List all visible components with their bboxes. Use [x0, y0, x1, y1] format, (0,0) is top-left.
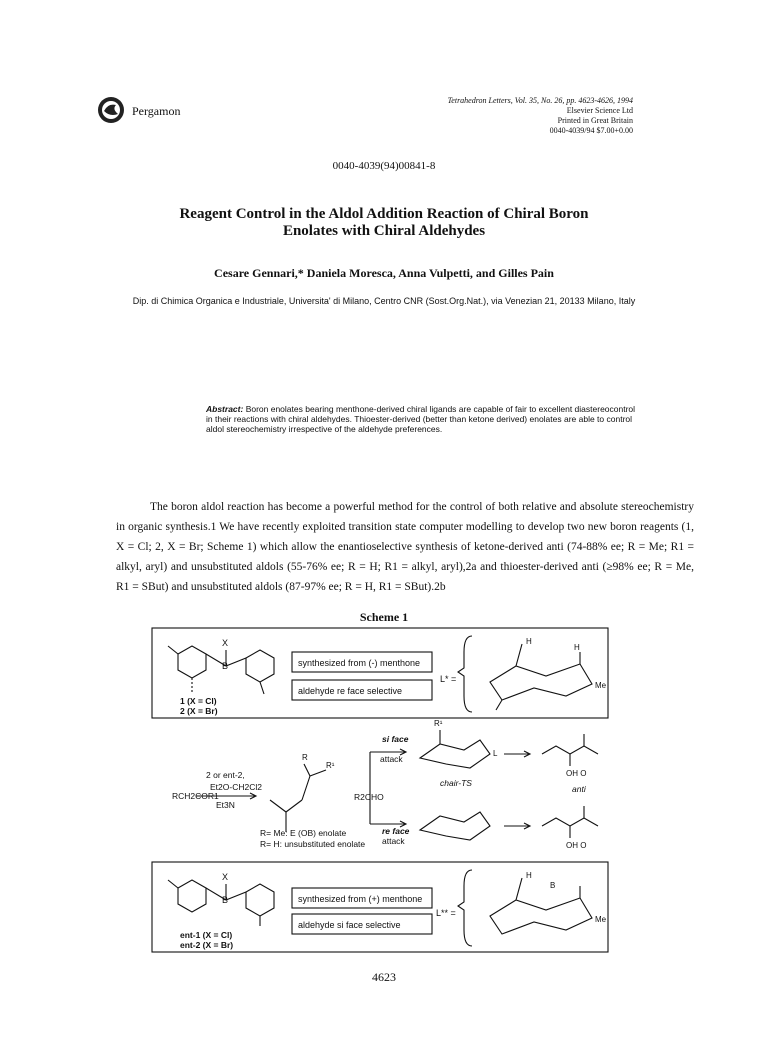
bottom-lstar: L** = — [436, 908, 456, 918]
abstract-text: Boron enolates bearing menthone-derived chiral ligands are capable of fair to excellent diastereocontrol in their reactions with chiral aldehydes. Thioester-derived (better than ketone derived) enolates are able to control aldol stereochemistry irrespective of the aldehyde preferences. — [206, 404, 636, 434]
reagent-line-3: Et3N — [216, 800, 235, 810]
bottom-label-2: ent-2 (X = Br) — [180, 940, 234, 950]
authors: Cesare Gennari,* Daniela Moresca, Anna Vulpetti, and Gilles Pain — [214, 266, 554, 280]
title-line-1: Reagent Control in the Aldol Addition Reaction of Chiral Boron — [179, 206, 589, 222]
chair-ts-lower — [420, 812, 490, 840]
svg-text:X: X — [222, 872, 229, 882]
svg-text:Me: Me — [595, 915, 607, 924]
enolate-me-note: R= Me: E (OB) enolate — [260, 828, 347, 838]
si-face-label: si face — [382, 734, 409, 744]
svg-text:H: H — [574, 643, 580, 652]
si-attack-label: attack — [380, 754, 403, 764]
reagent-line-1: 2 or ent-2, — [206, 770, 245, 780]
reagent-line-2: Et2O-CH2Cl2 — [210, 782, 262, 792]
svg-text:R¹: R¹ — [434, 719, 443, 728]
intro-paragraph: The boron aldol reaction has become a powerful method for the control of both relative and absolute stereochemistry in organic synthesis.1 We have recently exploited transition state computer modelling to develop two new boron reagents (1, X = Cl; 2, X = Br; Scheme 1) which allow the enantioselective synthesis of ketone-derived anti (74-88% ee; R = Me; R1 = alkyl, aryl) and unsubstituted aldols (55-76% ee; R = H; R1 = alkyl, aryl),2a and thioester-derived anti (≥98% ee; R = Me, R1 = SBut) and unsubstituted aldols (87-97% ee; R = H, R1 = SBut).2b — [116, 501, 694, 593]
substrate: RCH2COR1 — [172, 791, 219, 801]
publisher-line: Elsevier Science Ltd — [566, 106, 633, 115]
printed-line: Printed in Great Britain — [557, 116, 633, 125]
enolate-structure — [270, 764, 326, 832]
svg-text:Me: Me — [595, 681, 607, 690]
body-text — [116, 497, 694, 597]
paper-title — [80, 206, 688, 240]
anti-aldol-product-upper — [542, 734, 598, 766]
article-code: 0040-4039(94)00841-8 — [332, 160, 436, 172]
bottom-label-1: ent-1 (X = Cl) — [180, 930, 233, 940]
svg-text:B: B — [222, 895, 229, 905]
anti-aldol-product-lower — [542, 806, 598, 838]
chair-ts-upper — [420, 730, 490, 768]
top-brace — [458, 636, 472, 712]
title-line-2: Enolates with Chiral Aldehydes — [282, 223, 486, 239]
top-lstar: L* = — [440, 674, 457, 684]
svg-text:R¹: R¹ — [326, 761, 335, 770]
abstract-label: Abstract: — [206, 404, 244, 414]
aldehyde: R2CHO — [354, 792, 384, 802]
scheme-1-figure — [150, 626, 610, 956]
page-number: 4623 — [372, 970, 396, 984]
abstract — [206, 404, 636, 434]
svg-text:B: B — [550, 881, 556, 890]
pergamon-logo — [96, 95, 126, 125]
bottom-chair-structure — [490, 878, 592, 934]
svg-text:L: L — [493, 749, 498, 758]
svg-text:OH O: OH O — [566, 841, 587, 850]
bottom-reagent-structure — [168, 880, 274, 926]
svg-text:B: B — [222, 661, 229, 671]
top-note-1: synthesized from (-) menthone — [298, 658, 421, 668]
top-chair-structure — [490, 644, 592, 710]
svg-text:R: R — [302, 753, 308, 762]
top-note-2: aldehyde re face selective — [298, 686, 403, 696]
affiliation: Dip. di Chimica Organica e Industriale, Universita' di Milano, Centro CNR (Sost.Org.Nat.), via Venezian 21, 20133 Milano, Italy — [132, 296, 636, 306]
scheme-title: Scheme 1 — [359, 610, 409, 624]
top-label-1: 1 (X = Cl) — [180, 696, 217, 706]
price-line: 0040-4039/94 $7.00+0.00 — [549, 126, 633, 135]
journal-info — [448, 96, 633, 136]
top-box-frame — [152, 628, 608, 718]
top-label-2: 2 (X = Br) — [180, 706, 218, 716]
enolate-h-note: R= H: unsubstituted enolate — [260, 839, 366, 849]
chair-ts-label: chair-TS — [440, 778, 472, 788]
svg-text:X: X — [222, 638, 229, 648]
anti-label: anti — [572, 784, 586, 794]
svg-text:OH O: OH O — [566, 769, 587, 778]
svg-text:H: H — [526, 871, 532, 880]
re-attack-label: attack — [382, 836, 405, 846]
bottom-note-1: synthesized from (+) menthone — [298, 894, 423, 904]
journal-citation: Tetrahedron Letters, Vol. 35, No. 26, pp. 4623-4626, 1994 — [447, 96, 633, 105]
bottom-note-2: aldehyde si face selective — [298, 920, 401, 930]
bottom-brace — [458, 870, 472, 946]
publisher-name: Pergamon — [132, 104, 181, 118]
svg-text:H: H — [526, 637, 532, 646]
re-face-label: re face — [382, 826, 410, 836]
top-reagent-structure — [168, 646, 274, 694]
